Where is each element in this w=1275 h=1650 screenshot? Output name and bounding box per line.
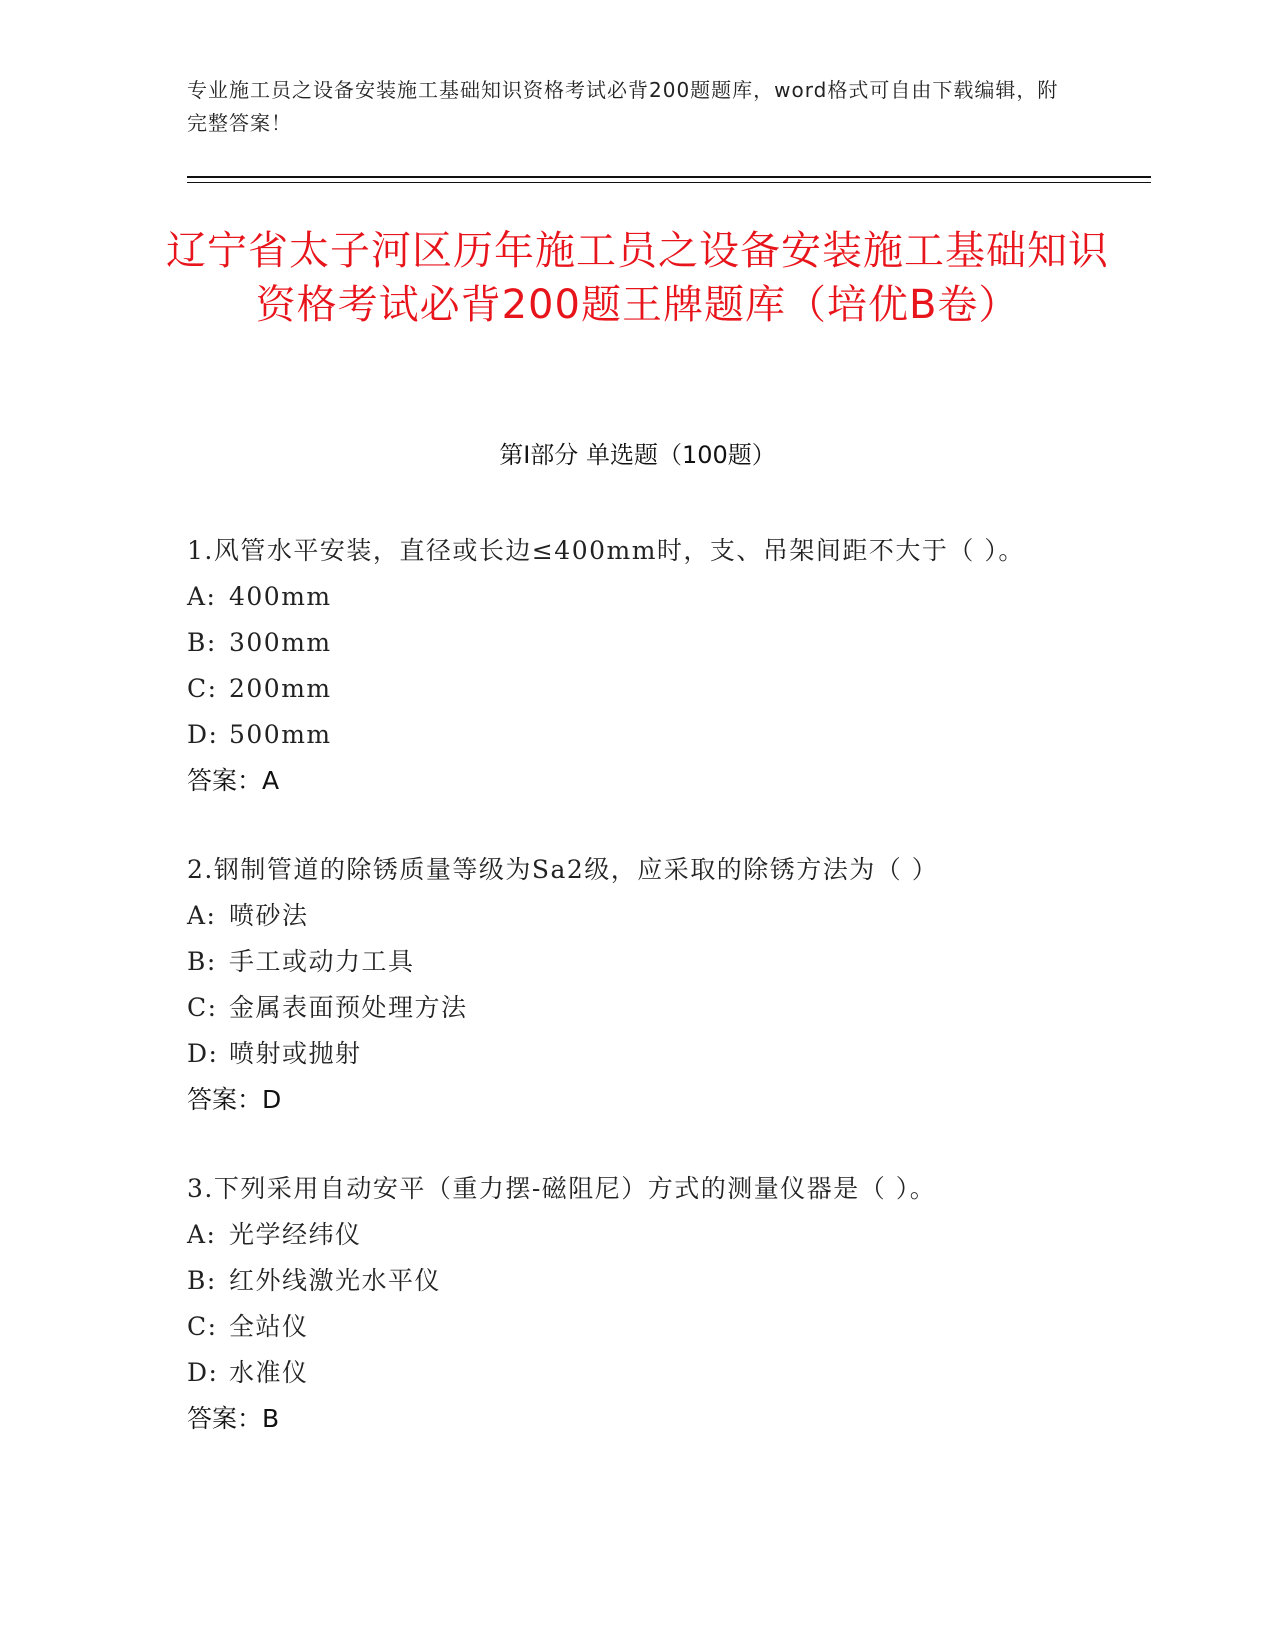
option-c	[187, 985, 1067, 1031]
section-title: 第I部分 单选题（100题）	[499, 441, 776, 469]
option-b	[187, 1258, 1067, 1304]
option-letter: A:	[187, 1220, 217, 1249]
option-a	[187, 574, 1067, 620]
option-text: 全站仪	[229, 1312, 309, 1341]
option-text: 200mm	[229, 674, 332, 703]
option-letter: B:	[187, 947, 217, 976]
option-letter: D:	[187, 720, 219, 749]
option-letter: C:	[187, 993, 218, 1022]
document-title: 辽宁省太子河区历年施工员之设备安装施工基础知识资格考试必背200题王牌题库（培优B卷）	[166, 228, 1109, 328]
option-b	[187, 939, 1067, 985]
question-stem: 3.下列采用自动安平（重力摆-磁阻尼）方式的测量仪器是（ ）。	[187, 1174, 937, 1203]
header-rule-thin	[187, 182, 1151, 183]
option-letter: D:	[187, 1039, 219, 1068]
option-c	[187, 666, 1067, 712]
option-text: 500mm	[229, 720, 332, 749]
question-stem: 2.钢制管道的除锈质量等级为Sa2级，应采取的除锈方法为（ ）	[187, 855, 939, 884]
option-letter: B:	[187, 1266, 217, 1295]
option-a	[187, 1212, 1067, 1258]
option-a	[187, 893, 1067, 939]
header-note: 专业施工员之设备安装施工基础知识资格考试必背200题题库，word格式可自由下载编辑，附完整答案！	[187, 78, 1059, 135]
question-2	[187, 847, 1067, 1123]
option-c	[187, 1304, 1067, 1350]
option-text: 400mm	[229, 582, 332, 611]
option-b	[187, 620, 1067, 666]
option-text: 红外线激光水平仪	[229, 1266, 442, 1295]
question-1	[187, 528, 1067, 804]
header-rule-thick	[187, 176, 1151, 178]
option-d	[187, 712, 1067, 758]
answer-line: 答案：A	[187, 766, 280, 795]
option-letter: D:	[187, 1358, 219, 1387]
option-text: 水准仪	[229, 1358, 309, 1387]
question-stem: 1.风管水平安装，直径或长边≤400mm时，支、吊架间距不大于（ ）。	[187, 536, 1025, 565]
question-list	[187, 528, 1067, 1485]
option-text: 300mm	[229, 628, 332, 657]
option-d	[187, 1350, 1067, 1396]
option-letter: A:	[187, 901, 217, 930]
option-letter: C:	[187, 1312, 218, 1341]
option-letter: B:	[187, 628, 217, 657]
option-text: 喷射或抛射	[229, 1039, 362, 1068]
option-letter: C:	[187, 674, 218, 703]
option-text: 手工或动力工具	[229, 947, 415, 976]
option-text: 金属表面预处理方法	[229, 993, 468, 1022]
answer-line: 答案：D	[187, 1085, 282, 1114]
option-letter: A:	[187, 582, 217, 611]
option-text: 光学经纬仪	[229, 1220, 362, 1249]
option-d	[187, 1031, 1067, 1077]
option-text: 喷砂法	[229, 901, 309, 930]
question-3	[187, 1166, 1067, 1442]
answer-line: 答案：B	[187, 1404, 280, 1433]
